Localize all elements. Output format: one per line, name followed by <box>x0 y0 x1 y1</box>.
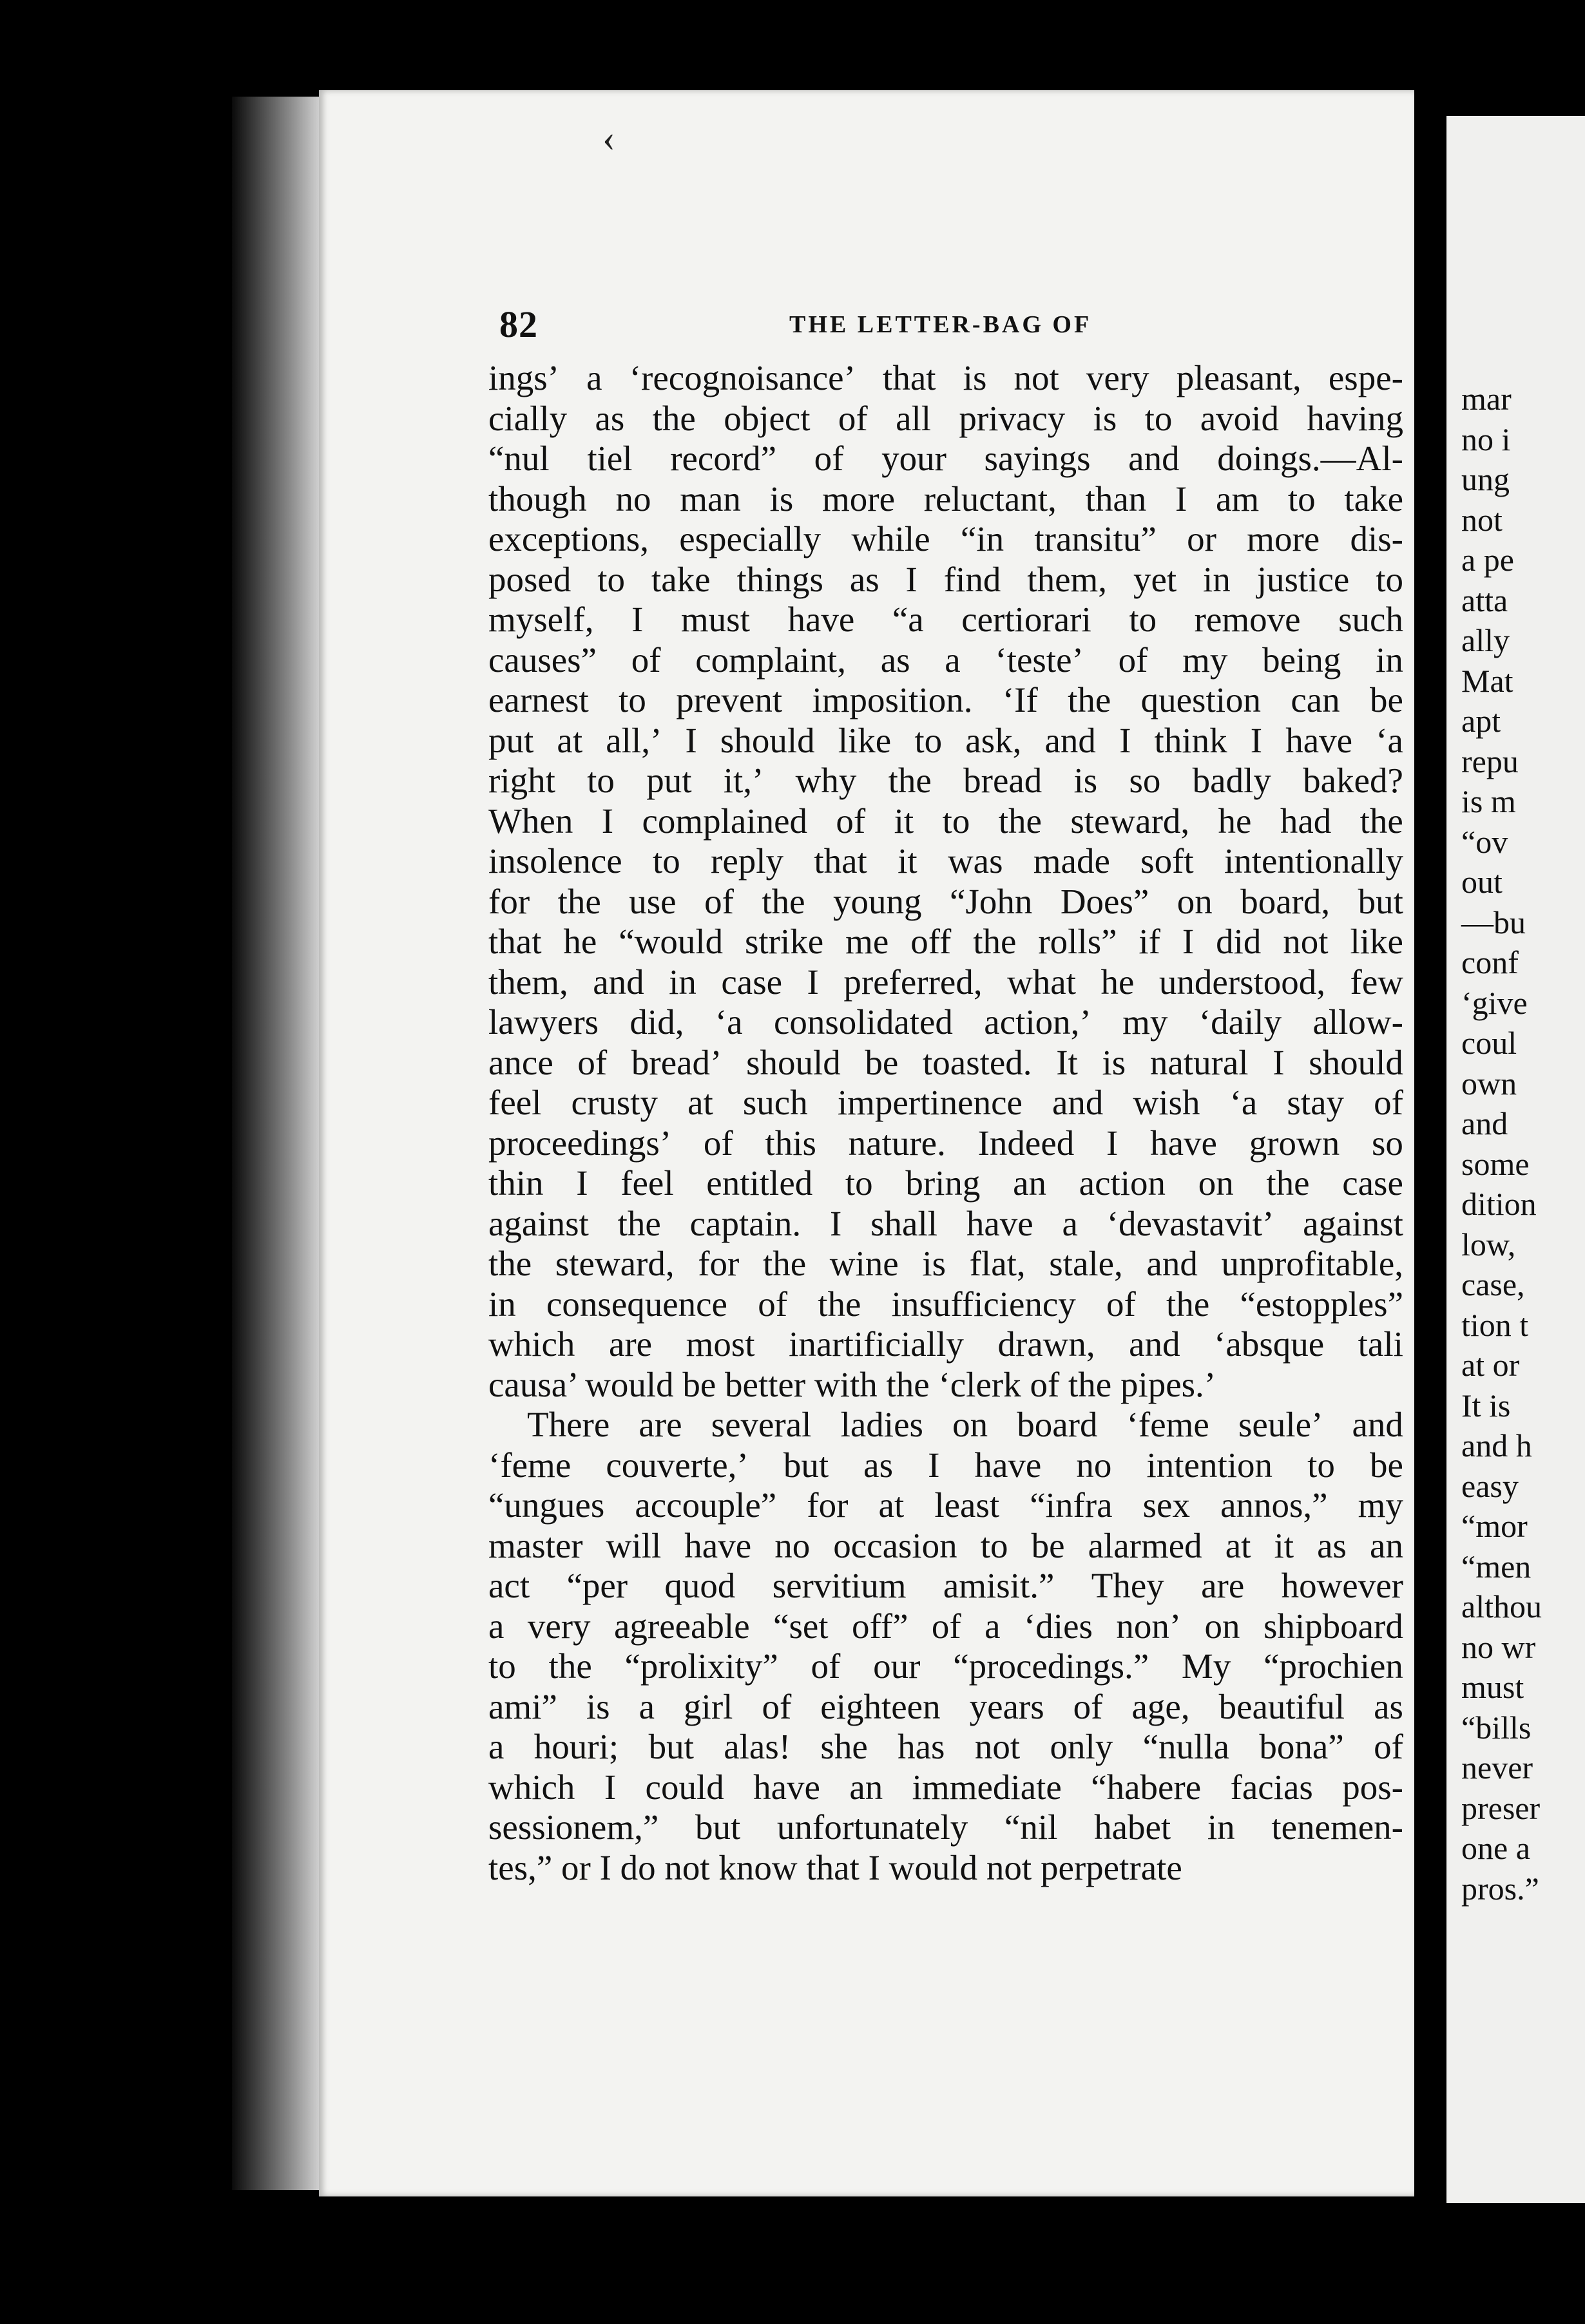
facing-page-line: dition <box>1461 1186 1537 1222</box>
text-line: ings’ a ‘recognoisance’ that is not very pleasant, espe- <box>488 358 1403 397</box>
margin-mark: ‹ <box>602 117 615 159</box>
text-line: though no man is more reluctant, than I am to take <box>488 479 1403 519</box>
facing-page-line: apt <box>1461 703 1501 739</box>
facing-page-line: at or <box>1461 1347 1520 1383</box>
facing-page-line: conf <box>1461 944 1519 980</box>
text-line: When I complained of it to the steward, he had the <box>488 801 1403 841</box>
text-line: posed to take things as I find them, yet in justice to <box>488 559 1403 599</box>
facing-page-line: ung <box>1461 461 1510 497</box>
text-line: the steward, for the wine is flat, stale, and unprofitable, <box>488 1244 1403 1283</box>
facing-page-line: althou <box>1461 1588 1542 1624</box>
body-text <box>488 358 1403 1888</box>
facing-page-line: low, <box>1461 1226 1516 1262</box>
text-line: ance of bread’ should be toasted. It is natural I should <box>488 1042 1403 1082</box>
running-head: THE LETTER-BAG OF <box>789 311 1092 338</box>
text-line: master will have no occasion to be alarmed at it as an <box>488 1525 1403 1565</box>
text-line: causa’ would be better with the ‘clerk of the pipes.’ <box>488 1364 1216 1404</box>
facing-page-line: pros.” <box>1461 1870 1539 1907</box>
text-line: “nul tiel record” of your sayings and doings.—Al- <box>488 439 1403 478</box>
facing-page-text <box>1461 379 1585 1909</box>
facing-page-line: case, <box>1461 1266 1525 1302</box>
facing-page-line: not <box>1461 501 1503 538</box>
facing-page-line: easy <box>1461 1467 1519 1504</box>
text-line: tes,” or I do not know that I would not perpetrate <box>488 1847 1182 1887</box>
facing-page-line: and h <box>1461 1427 1532 1463</box>
text-line: earnest to prevent imposition. ‘If the question can be <box>488 680 1403 719</box>
facing-page-line: is m <box>1461 783 1516 819</box>
facing-page-line: “mor <box>1461 1508 1528 1544</box>
facing-page-line: and <box>1461 1105 1508 1141</box>
text-line: There are several ladies on board ‘feme seule’ and <box>527 1405 1403 1444</box>
text-line: act “per quod servitium amisit.” They are however <box>488 1566 1403 1605</box>
text-line: right to put it,’ why the bread is so badly baked? <box>488 761 1403 800</box>
book-gutter <box>1414 90 1446 2216</box>
text-line: sessionem,” but unfortunately “nil habet in tenemen- <box>488 1807 1403 1847</box>
text-line: ‘feme couverte,’ but as I have no intention to be <box>488 1445 1403 1485</box>
text-line: myself, I must have “a certiorari to remove such <box>488 600 1403 639</box>
facing-page-line: atta <box>1461 582 1508 618</box>
facing-page-line: ally <box>1461 622 1510 658</box>
text-line: put at all,’ I should like to ask, and I think I have ‘a <box>488 720 1403 760</box>
facing-page-line: repu <box>1461 743 1519 779</box>
text-line: which I could have an immediate “habere facias pos- <box>488 1767 1403 1807</box>
text-line: that he “would strike me off the rolls” if I did not like <box>488 922 1403 961</box>
facing-page-line: some <box>1461 1145 1530 1182</box>
text-line: exceptions, especially while “in transitu” or more dis- <box>488 519 1403 558</box>
facing-page-line: It is <box>1461 1387 1511 1424</box>
text-line: to the “prolixity” of our “procedings.” My “prochien <box>488 1646 1403 1686</box>
page-number: 82 <box>499 303 538 345</box>
facing-page-line: no wr <box>1461 1628 1536 1665</box>
text-line: ami” is a girl of eighteen years of age, beautiful as <box>488 1686 1403 1726</box>
page-header <box>499 303 1401 354</box>
text-line: a houri; but alas! she has not only “nulla bona” of <box>488 1727 1403 1766</box>
text-line: insolence to reply that it was made soft intentionally <box>488 841 1403 881</box>
text-line: feel crusty at such impertinence and wish ‘a stay of <box>488 1083 1403 1122</box>
facing-page-line: “bills <box>1461 1709 1532 1746</box>
facing-page-line: no i <box>1461 421 1511 457</box>
facing-page-line: never <box>1461 1749 1533 1786</box>
facing-page-line: “men <box>1461 1548 1532 1585</box>
text-line: in consequence of the insufficiency of the “estopples” <box>488 1284 1403 1324</box>
text-line: lawyers did, ‘a consolidated action,’ my ‘daily allow- <box>488 1002 1403 1042</box>
facing-page-line: preser <box>1461 1789 1541 1826</box>
facing-page-line: ‘give <box>1461 984 1528 1021</box>
facing-page-line: must <box>1461 1669 1524 1705</box>
text-line: which are most inartificially drawn, and ‘absque tali <box>488 1324 1403 1364</box>
facing-page-line: Mat <box>1461 662 1513 699</box>
text-line: them, and in case I preferred, what he understood, few <box>488 962 1403 1002</box>
facing-page-line: one a <box>1461 1830 1530 1866</box>
text-line: cially as the object of all privacy is to avoid having <box>488 398 1403 438</box>
facing-page-line: mar <box>1461 381 1512 417</box>
facing-page-line: out <box>1461 864 1503 900</box>
text-line: thin I feel entitled to bring an action on the case <box>488 1163 1403 1203</box>
facing-page-line: —bu <box>1461 904 1526 940</box>
text-line: a very agreeable “set off” of a ‘dies non’ on shipboard <box>488 1606 1403 1646</box>
facing-page-line: coul <box>1461 1025 1517 1061</box>
facing-page-line: a pe <box>1461 542 1514 578</box>
text-line: causes” of complaint, as a ‘teste’ of my being in <box>488 640 1403 680</box>
facing-page-line: “ov <box>1461 823 1508 860</box>
text-line: “ungues accouple” for at least “infra sex annos,” my <box>488 1485 1403 1525</box>
scan-bottom-border <box>0 2203 1585 2324</box>
facing-page-line: tion t <box>1461 1306 1529 1343</box>
text-line: for the use of the young “John Does” on board, but <box>488 881 1403 921</box>
text-line: against the captain. I shall have a ‘devastavit’ against <box>488 1203 1403 1243</box>
facing-page-line: own <box>1461 1065 1517 1101</box>
page-edge-shadow <box>232 97 329 2190</box>
text-line: proceedings’ of this nature. Indeed I have grown so <box>488 1123 1403 1163</box>
